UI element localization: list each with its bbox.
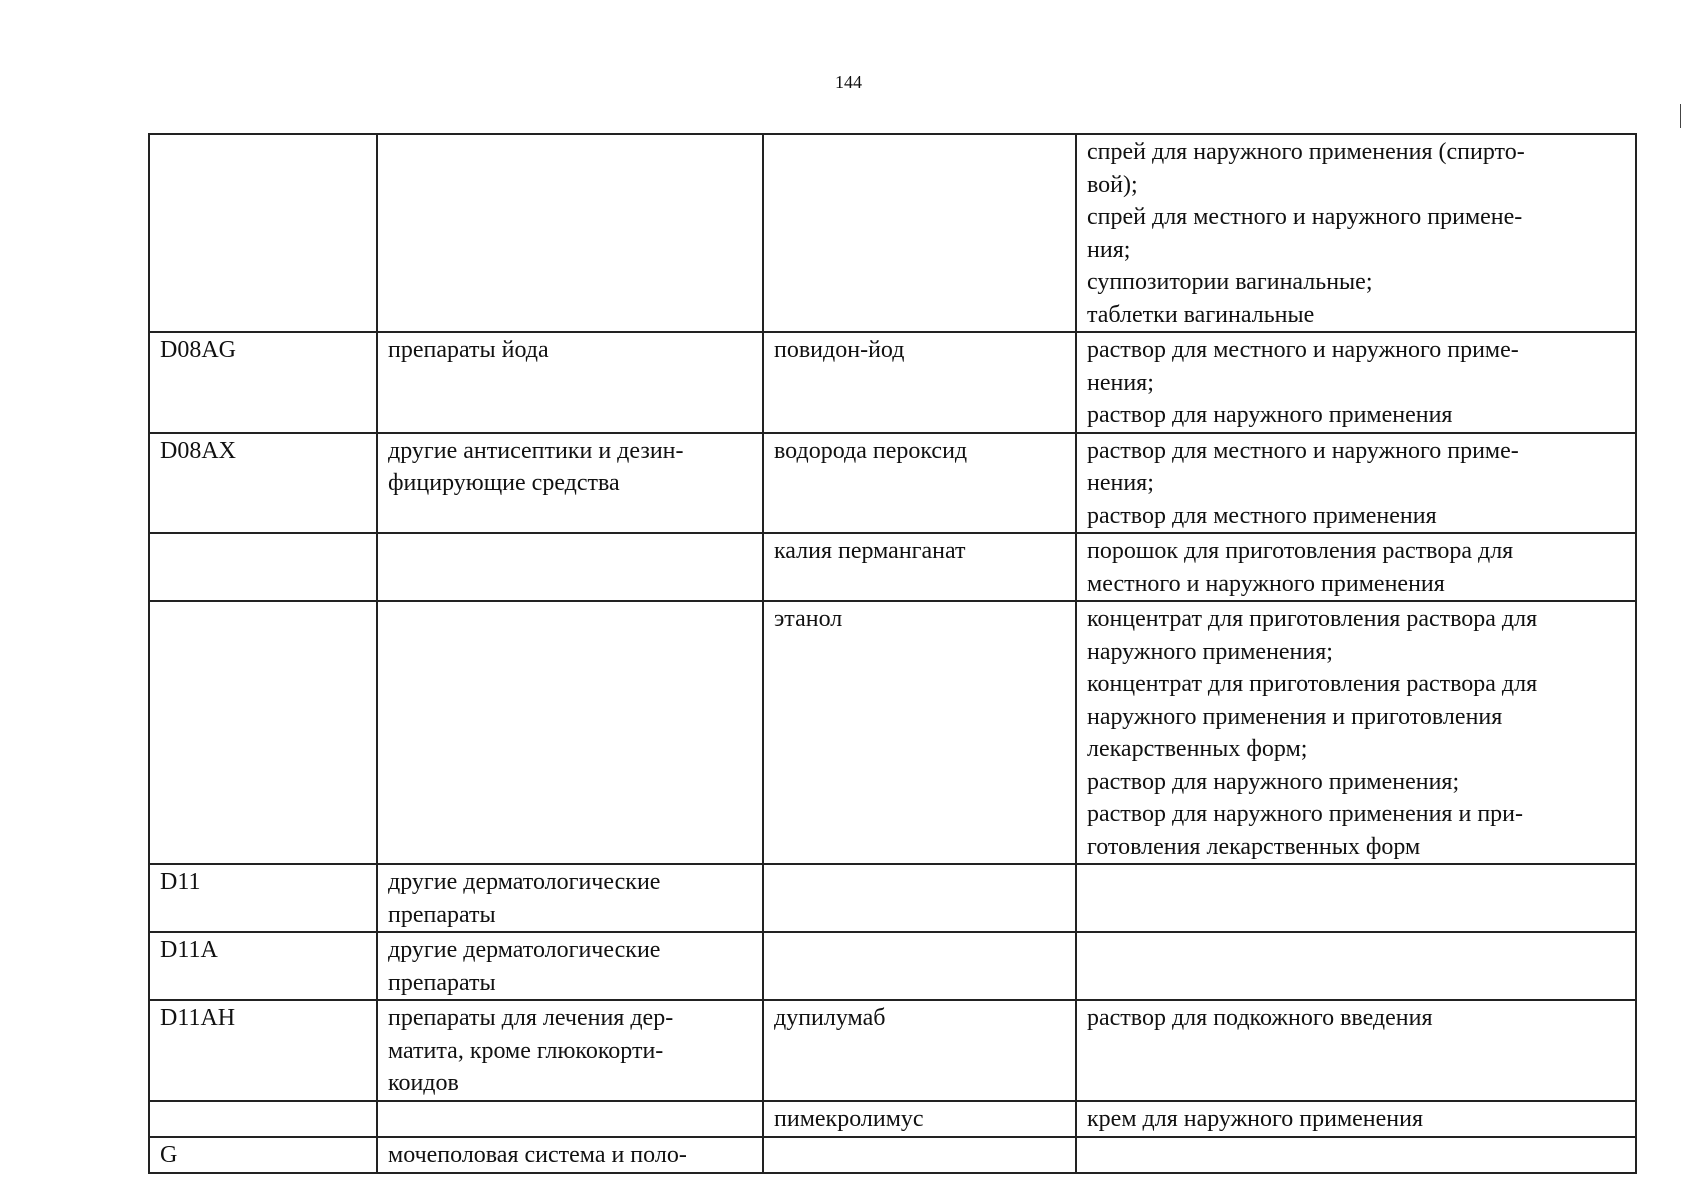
group-name-cell	[377, 533, 763, 601]
table-row	[149, 932, 1636, 1000]
dosage-form-cell: раствор для подкожного введения	[1076, 1000, 1636, 1101]
drug-name-cell: повидон-йод	[763, 332, 1076, 433]
page-number: 144	[835, 72, 862, 92]
group-name-cell: другие дерматологические препараты	[377, 864, 763, 932]
drug-name-cell: этанол	[763, 601, 1076, 864]
dosage-form-cell: раствор для местного и наружного приме- нения; раствор для местного применения	[1076, 433, 1636, 534]
table-row	[149, 864, 1636, 932]
table-row	[149, 134, 1636, 332]
drug-name-cell: дупилумаб	[763, 1000, 1076, 1101]
dosage-form-cell: концентрат для приготовления раствора для наружного применения; концентрат для приготовления раствора для наружного применения и приготовления лекарственных форм; раствор для наружного применения; раствор для наружного применения и при- готовления лекарственных форм	[1076, 601, 1636, 864]
atc-code-cell	[149, 533, 377, 601]
drug-name-cell: калия перманганат	[763, 533, 1076, 601]
table-row	[149, 601, 1636, 864]
drug-name-cell: пимекролимус	[763, 1101, 1076, 1137]
table-row	[149, 1000, 1636, 1101]
table-row	[149, 1101, 1636, 1137]
dosage-form-cell	[1076, 1137, 1636, 1173]
table-row	[149, 332, 1636, 433]
group-name-cell: другие антисептики и дезин- фицирующие средства	[377, 433, 763, 534]
group-name-cell	[377, 134, 763, 332]
table-row	[149, 1137, 1636, 1173]
group-name-cell: препараты для лечения дер- матита, кроме глюкокорти- коидов	[377, 1000, 763, 1101]
group-name-cell: другие дерматологические препараты	[377, 932, 763, 1000]
drug-name-cell: водорода пероксид	[763, 433, 1076, 534]
dosage-form-cell	[1076, 864, 1636, 932]
group-name-cell: препараты йода	[377, 332, 763, 433]
group-name-cell	[377, 1101, 763, 1137]
drug-name-cell	[763, 134, 1076, 332]
group-name-cell	[377, 601, 763, 864]
atc-code-cell	[149, 1101, 377, 1137]
drug-classification-table	[148, 133, 1637, 1174]
atc-code-cell: D08AG	[149, 332, 377, 433]
dosage-form-cell	[1076, 932, 1636, 1000]
atc-code-cell	[149, 601, 377, 864]
table-row	[149, 433, 1636, 534]
atc-code-cell: G	[149, 1137, 377, 1173]
dosage-form-cell: крем для наружного применения	[1076, 1101, 1636, 1137]
dosage-form-cell: порошок для приготовления раствора для местного и наружного применения	[1076, 533, 1636, 601]
table-row	[149, 533, 1636, 601]
dosage-form-cell: раствор для местного и наружного приме- нения; раствор для наружного применения	[1076, 332, 1636, 433]
drug-name-cell	[763, 864, 1076, 932]
group-name-cell: мочеполовая система и поло-	[377, 1137, 763, 1173]
atc-code-cell: D08AX	[149, 433, 377, 534]
atc-code-cell: D11	[149, 864, 377, 932]
dosage-form-cell: спрей для наружного применения (спирто- вой); спрей для местного и наружного примене- ния; суппозитории вагинальные; таблетки вагинальные	[1076, 134, 1636, 332]
atc-code-cell: D11A	[149, 932, 377, 1000]
atc-code-cell	[149, 134, 377, 332]
atc-code-cell: D11AH	[149, 1000, 377, 1101]
drug-name-cell	[763, 1137, 1076, 1173]
scan-edge-mark	[1680, 104, 1689, 128]
drug-name-cell	[763, 932, 1076, 1000]
